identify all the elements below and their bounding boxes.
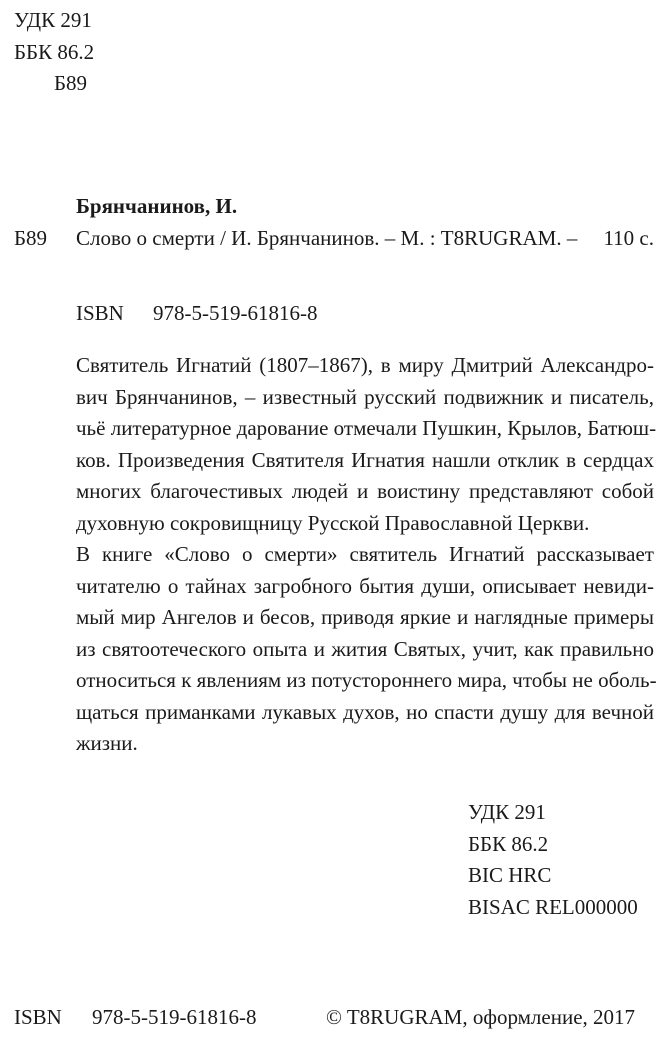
- annotation-line: многих благочестивых людей и воистину представляют собой: [76, 479, 654, 503]
- annotation-line: Святитель Игнатий (1807–1867), в миру Дмитрий Александро-: [76, 353, 654, 377]
- bisac-code: BISAC REL000000: [468, 894, 638, 919]
- author-mark: Б89: [14, 226, 48, 250]
- bbk-code: ББК 86.2: [468, 831, 549, 856]
- citation-pages: 110 с.: [603, 226, 654, 250]
- annotation-line: мый мир Ангелов и бесов, приводя яркие и наглядные примеры: [76, 605, 654, 629]
- bibliographic-citation: [76, 228, 654, 249]
- udk-code: УДК 291: [468, 800, 546, 824]
- isbn-value: 978-5-519-61816-8: [153, 301, 318, 325]
- annotation-line: жизни.: [76, 731, 138, 755]
- annotation-line: из святоотеческого опыта и жития Святых, учит, как правильно: [76, 636, 654, 661]
- annotation-line: читателю о тайнах загробного бытия души, описывает невиди-: [76, 573, 654, 598]
- udk-code-top: УДК 291: [14, 8, 92, 32]
- author-mark-top: Б89: [54, 71, 88, 95]
- annotation-line: чьё литературное дарование отмечали Пушкин, Крылов, Батюш-: [76, 416, 657, 440]
- author-heading: Брянчанинов, И.: [76, 194, 238, 218]
- annotation-line: ков. Произведения Святителя Игнатия нашли отклик в сердцах: [76, 447, 654, 472]
- isbn-label: ISBN: [76, 301, 124, 325]
- annotation-line: вич Брянчанинов, – известный русский подвижник и писатель,: [76, 384, 654, 409]
- annotation-text: [76, 350, 657, 760]
- annotation-line: духовную сокровищницу Русской Православной Церкви.: [76, 510, 590, 535]
- bbk-code-top: ББК 86.2: [14, 40, 95, 64]
- annotation-line: относиться к явлениям из потустороннего мира, чтобы не оболь-: [76, 668, 657, 692]
- footer-isbn-value: 978-5-519-61816-8: [92, 1005, 257, 1029]
- footer-isbn-label: ISBN: [14, 1005, 62, 1029]
- classification-block: [468, 797, 638, 923]
- annotation-line: щаться приманками лукавых духов, но спасти душу для вечной: [76, 699, 654, 724]
- annotation-line: В книге «Слово о смерти» святитель Игнатий рассказывает: [76, 542, 654, 566]
- citation-title: Слово о смерти / И. Брянчанинов. – М. : T8RUGRAM. –: [76, 226, 578, 250]
- bic-code: BIC HRC: [468, 863, 552, 887]
- copyright-notice: © T8RUGRAM, оформление, 2017: [326, 1005, 636, 1029]
